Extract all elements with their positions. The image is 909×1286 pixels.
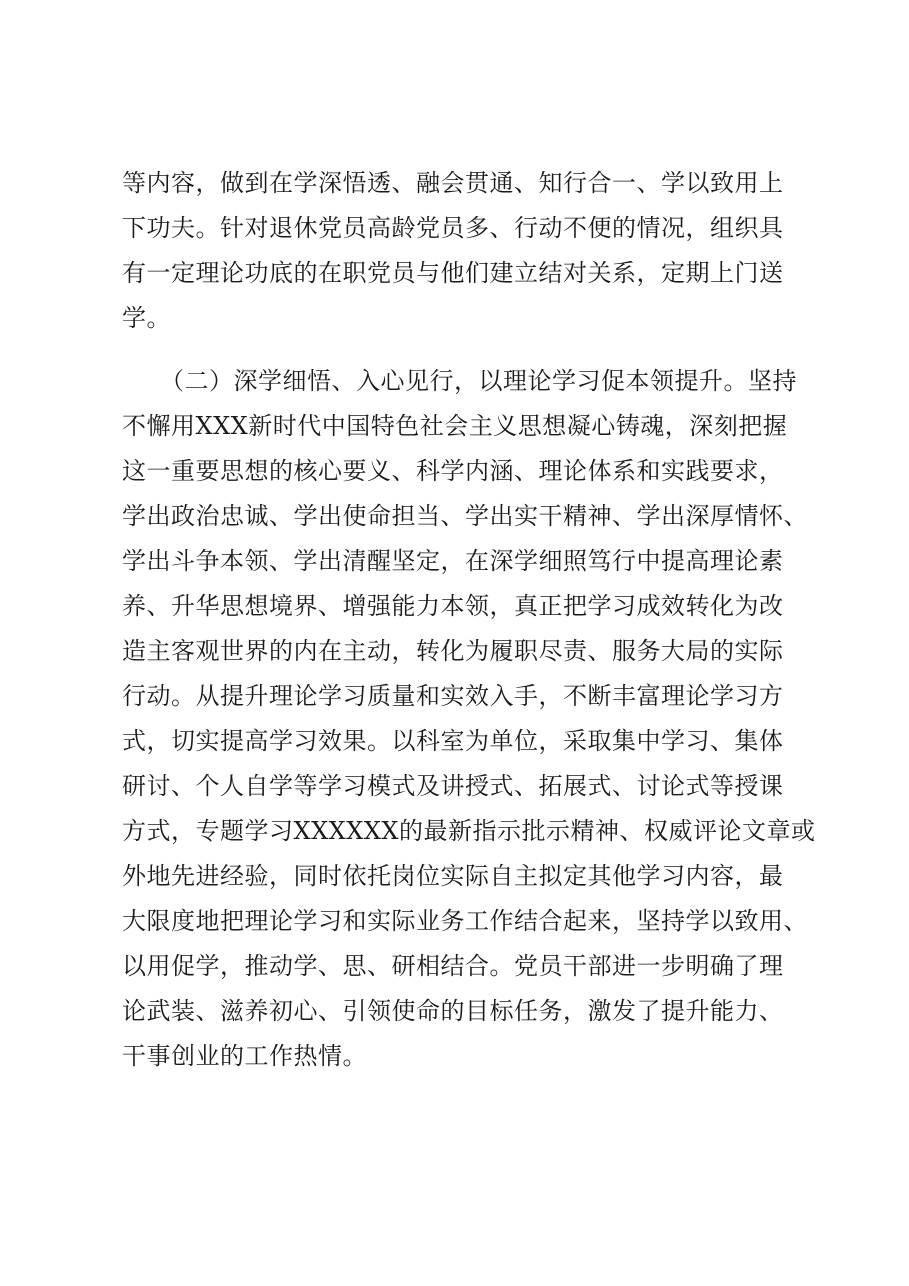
paragraph-line: 研讨、个人自学等学习模式及讲授式、拓展式、讨论式等授课 bbox=[122, 772, 784, 800]
paragraph-line: 学出政治忠诚、学出使命担当、学出实干精神、学出深厚情怀、 bbox=[122, 502, 808, 530]
paragraph-1 bbox=[122, 161, 822, 341]
paragraph-line: 学。 bbox=[122, 304, 171, 332]
paragraph-line: 下功夫。针对退休党员高龄党员多、行动不便的情况，组织具 bbox=[122, 214, 784, 242]
paragraph-2 bbox=[122, 359, 822, 1079]
paragraph-line: 养、升华思想境界、增强能力本领，真正把学习成效转化为改 bbox=[122, 592, 784, 620]
paragraph-line: 外地先进经验，同时依托岗位实际自主拟定其他学习内容，最 bbox=[122, 862, 784, 890]
paragraph-heading-line: （二）深学细悟、入心见行，以理论学习促本领提升。坚持 bbox=[160, 367, 797, 395]
paragraph-line: 大限度地把理论学习和实际业务工作结合起来，坚持学以致用、 bbox=[122, 907, 808, 935]
paragraph-line: 论武装、滋养初心、引领使命的目标任务，激发了提升能力、 bbox=[122, 997, 784, 1025]
paragraph-line: 式，切实提高学习效果。以科室为单位，采取集中学习、集体 bbox=[122, 727, 784, 755]
paragraph-line: 学出斗争本领、学出清醒坚定，在深学细照笃行中提高理论素 bbox=[122, 547, 784, 575]
paragraph-line: 造主客观世界的内在主动，转化为履职尽责、服务大局的实际 bbox=[122, 637, 784, 665]
paragraph-line: 方式，专题学习XXXXXX的最新指示批示精神、权威评论文章或 bbox=[122, 817, 816, 845]
paragraph-line: 这一重要思想的核心要义、科学内涵、理论体系和实践要求， bbox=[122, 457, 784, 485]
paragraph-line: 行动。从提升理论学习质量和实效入手，不断丰富理论学习方 bbox=[122, 682, 784, 710]
paragraph-line: 等内容，做到在学深悟透、融会贯通、知行合一、学以致用上 bbox=[122, 169, 784, 197]
paragraph-line: 干事创业的工作热情。 bbox=[122, 1042, 367, 1070]
paragraph-line: 不懈用XXX新时代中国特色社会主义思想凝心铸魂，深刻把握 bbox=[122, 412, 788, 440]
paragraph-line: 以用促学，推动学、思、研相结合。党员干部进一步明确了理 bbox=[122, 952, 784, 980]
paragraph-line: 有一定理论功底的在职党员与他们建立结对关系，定期上门送 bbox=[122, 259, 784, 287]
